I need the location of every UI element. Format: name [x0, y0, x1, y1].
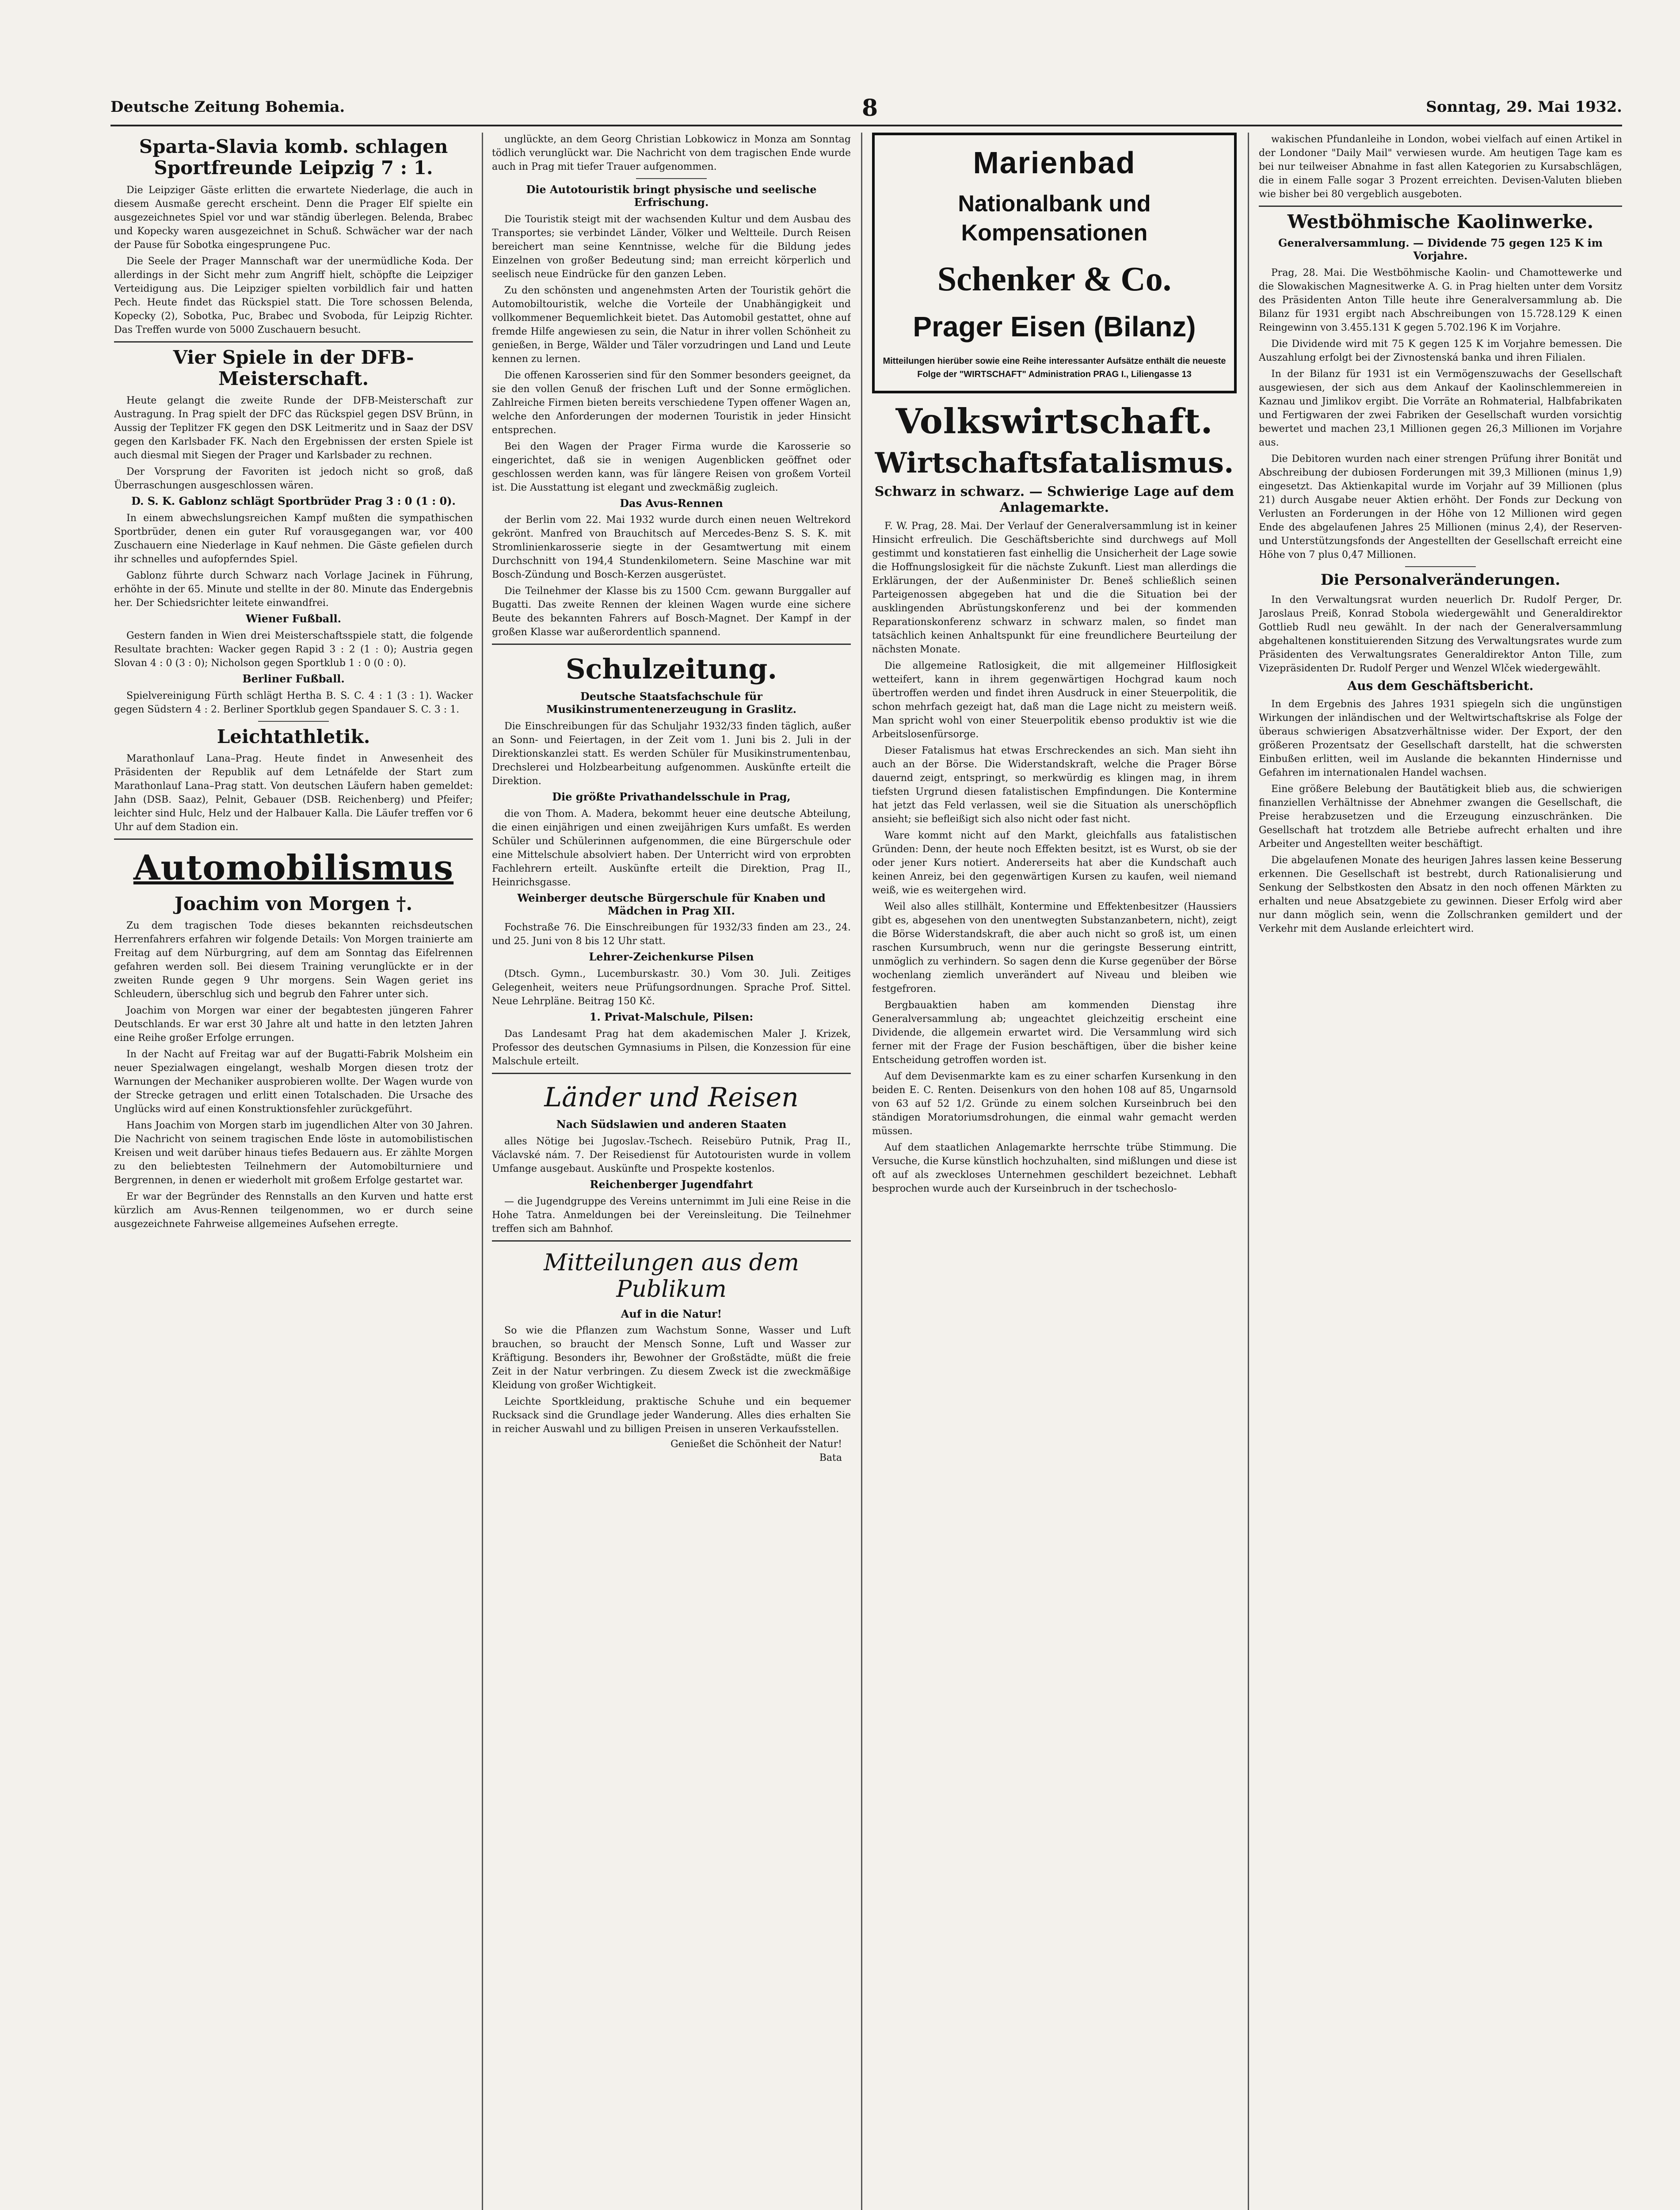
article-paragraph: Die Touristik steigt mit der wachsenden Kultur und dem Ausbau des Transportes; sie verbindet Länder, Völker und Weltteile. Durch Reisen bereichert man seine Kenntnisse, welche für die Bildung jedes Einzelnen von großer Bedeutung sind; man erreicht körperlich und seelisch neue Eindrücke für den ganzen Leben.	[492, 213, 851, 280]
headline-natur: Auf in die Natur!	[621, 1307, 722, 1320]
column-1	[114, 133, 473, 2210]
article-paragraph: Er war der Begründer des Rennstalls an den Kurven und hatte erst kürzlich am Avus-Rennen teilgenommen, wo er durch seine ausgezeichnete Fahrweise allgemeines Aufsehen erregte.	[114, 1191, 473, 1230]
headline-gablonz: D. S. K. Gablonz schlägt Sportbrüder Prag 3 : 0 (1 : 0).	[131, 495, 456, 508]
article-paragraph: Der Vorsprung der Favoriten ist jedoch nicht so groß, daß Überraschungen ausgeschlossen wären.	[114, 466, 473, 492]
article-paragraph: Bergbauaktien haben am kommenden Dienstag ihre Generalversammlung ab; ungeachtet gleichzeitig erscheint eine Dividende, die allgemein erwartet wird. Die Versammlung wird sich ferner mit der Frage der Fusion beschäftigen, über die bisher keine Entscheidung getroffen worden ist.	[872, 999, 1237, 1066]
headline-jugendfahrt: Reichenberger Jugendfahrt	[590, 1177, 753, 1191]
wirtschaft-advertisement	[872, 133, 1237, 393]
headline-handelsschule: Die größte Privathandelsschule in Prag,	[552, 790, 791, 803]
article-divider	[492, 1073, 851, 1074]
column-rule	[861, 133, 862, 2210]
article-divider	[114, 341, 473, 343]
headline-autotouristik: Die Autotouristik bringt physische und seelische Erfrischung.	[526, 183, 817, 209]
column-3	[872, 133, 1237, 2210]
article-paragraph: Die abgelaufenen Monate des heurigen Jahres lassen keine Besserung erkennen. Die Gesellschaft ist bestrebt, durch Rationalisierung und Senkung der Selbstkosten den Absatz in den noch offenen Märkten zu erhalten und neue Absatzgebiete zu gewinnen. Dieser Erfolg wird aber nur dann möglich sein, wenn die Zollschranken gemildert und der Verkehr mit dem Auslande erleichtert wird.	[1259, 855, 1622, 935]
article-paragraph: Eine größere Belebung der Bautätigkeit blieb aus, die schwierigen finanziellen Verhältnisse der Abnehmer zwangen die Gesellschaft, die Preise herabzusetzen und die Erzeugung einzuschränken. Die Gesellschaft hat trotzdem alle Betriebe aufrecht erhalten und ihre Arbeiter und Angestellten weiter beschäftigt.	[1259, 784, 1622, 850]
article-paragraph: Hans Joachim von Morgen starb im jugendlichen Alter von 30 Jahren. Die Nachricht von seinem tragischen Ende löste in automobilistischen Kreisen und weit darüber hinaus tiefes Bedauern aus. Er zählte Morgen zu den beliebtesten Teilnehmern der Automobilturniere und Bergrennen, in denen er wiederholt mit großem Erfolge gestartet war.	[114, 1120, 473, 1186]
headline-morgen: Joachim von Morgen †.	[174, 892, 413, 914]
headline-malschule: 1. Privat-Malschule, Pilsen:	[589, 1010, 754, 1024]
article-paragraph: Marathonlauf Lana–Prag. Heute findet in Anwesenheit des Präsidenten der Republik auf dem Letnáfelde der Start zum Marathonlauf Lana–Prag statt. Von deutschen Läufern haben gemeldet: Jahn (DSB. Saaz), Pelnit, Gebauer (DSB. Reichenberg) und Pfeifer; leichter sind Hulc, Helz und der Halbauer Kalla. Die Läufer treffen vor 6 Uhr auf dem Stadion ein.	[114, 753, 473, 833]
headline-berliner: Berliner Fußball.	[242, 672, 345, 685]
article-paragraph: Gablonz führte durch Schwarz nach Vorlage Jacinek in Führung, erhöhte in der 65. Minute und stellte in der 80. Minute das Endergebnis her. Der Schiedsrichter leitete einwandfrei.	[114, 570, 473, 609]
article-paragraph: Das Landesamt Prag hat dem akademischen Maler J. Krizek, Professor des deutschen Gymnasiums in Pilsen, die Konzession für eine Malschule erteilt.	[492, 1028, 851, 1067]
article-paragraph: Heute gelangt die zweite Runde der DFB-Meisterschaft zur Austragung. In Prag spielt der DFC das Rückspiel gegen DSV Brünn, in Aussig der Teplitzer FK gegen den DSK Leitmeritz und in Saaz der DSV gegen den Karlsbader FK. Nach den Ergebnissen der ersten Spiele ist auch diesmal mit Siegen der Prager und Karlsbader zu rechnen.	[114, 395, 473, 461]
page-number: 8	[862, 95, 878, 122]
article-paragraph: Zu dem tragischen Tode dieses bekannten reichsdeutschen Herrenfahrers erfahren wir folgende Details: Von Morgen trainierte am Freitag auf dem Nürburgring, auf dem am Sonntag das Eifelrennen gefahren werden soll. Bei diesem Training verunglückte er in der zweiten Runde gegen 9 Uhr morgens. Sein Wagen geriet ins Schleudern, überschlug sich und begrub den Fahrer unter sich.	[114, 920, 473, 1000]
article-paragraph: Die allgemeine Ratlosigkeit, die mit allgemeiner Hilflosigkeit wetteifert, kann in ihrem gegenwärtigen Hochgrad kaum noch übertroffen werden und findet ihren Ausdruck in einer Steuerpolitik, die schon mehrfach gezeigt hat, daß man die Lage nicht zu meistern weiß. Man spricht wohl von einer Steuerpolitik ebenso produktiv ist wie die Arbeitslosenfürsorge.	[872, 660, 1237, 740]
article-paragraph: In der Nacht auf Freitag war auf der Bugatti-Fabrik Molsheim ein neuer Spezialwagen eingelangt, weshalb Morgen diesen trotz der Warnungen der Mechaniker ausprobieren wollte. Der Wagen wurde von der Strecke getragen und erlitt einen Totalschaden. Die Ursache des Unglücks wird auf einen Konstruktionsfehler zurückgeführt.	[114, 1049, 473, 1115]
running-head	[110, 95, 1622, 125]
article-divider	[492, 1240, 851, 1242]
column-rule	[1248, 133, 1249, 2210]
headline-zeichenkurse: Lehrer-Zeichenkurse Pilsen	[589, 950, 754, 964]
short-divider	[1405, 566, 1476, 567]
article-paragraph: In der Bilanz für 1931 ist ein Vermögenszuwachs der Gesellschaft ausgewiesen, der sich aus dem Ankauf der Kaolinschlemmereien in Kaznau und Jimlikov ergibt. Die Vorräte an Rohmaterial, Halbfabrikaten und Fertigwaren der zwei Fabriken der Gesellschaft wurden vorsichtig bewertet und machen 23,1 Millionen gegen 26,3 Millionen im Vorjahre aus.	[1259, 368, 1622, 448]
article-signoff: Genießet die Schönheit der Natur!	[670, 1439, 842, 1450]
article-paragraph: Die Dividende wird mit 75 K gegen 125 K im Vorjahre bemessen. Die Auszahlung erfolgt bei der Zivnostenská banka und ihren Filialen.	[1259, 338, 1622, 363]
headline-personal: Die Personalveränderungen.	[1320, 571, 1561, 589]
article-paragraph: (Dtsch. Gymn., Lucemburskastr. 30.) Vom 30. Juli. Zeitiges Gelegenheit, weiters neue Prüfungsordnungen. Sprache Prof. Sittel. Neue Lehrpläne. Beitrag 150 Kč.	[492, 968, 851, 1007]
article-paragraph: Auf dem staatlichen Anlagemarkte herrschte trübe Stimmung. Die Versuche, die Kurse künstlich hochzuhalten, sind mißlungen und diese ist oft auf als zweckloses Unternehmen geschildert bezeichnet. Lebhaft besprochen wurde auch der Kurseinbruch in der tschechoslo-	[872, 1142, 1237, 1194]
article-paragraph: Dieser Fatalismus hat etwas Erschreckendes an sich. Man sieht ihn auch an der Börse. Die Widerstandskraft, welche die Prager Börse dauernd zeigt, entspringt, so merkwürdig es klingen mag, in ihrem tiefsten Urgrund diesen fatalistischen Empfindungen. Die Kontermine hat jetzt das Feld verlassen, weil sie die Situation als unerschöpflich ansieht; sie befleißigt sich also nicht oder fast nicht.	[872, 745, 1237, 825]
headline-suedslawien: Nach Südslawien und anderen Staaten	[556, 1117, 787, 1131]
article-paragraph: Die Teilnehmer der Klasse bis zu 1500 Ccm. gewann Burggaller auf Bugatti. Das zweite Rennen der kleinen Wagen wurde eine sichere Beute des bekannten Fahrers auf Bosch-Magnet. Der Kampf in der großen Klasse war außerordentlich spannend.	[492, 586, 851, 638]
article-paragraph: Spielvereinigung Fürth schlägt Hertha B. S. C. 4 : 1 (3 : 1). Wacker gegen Südstern 4 : 2. Berliner Sportklub gegen Spandauer S. C. 3 : 1.	[114, 690, 473, 715]
subheadline-kaolinwerke: Generalversammlung. — Dividende 75 gegen 125 K im Vorjahre.	[1278, 236, 1603, 263]
article-divider	[1259, 206, 1622, 207]
article-paragraph: Die Debitoren wurden nach einer strengen Prüfung ihrer Bonität und Abschreibung der dubiosen Forderungen mit 39,3 Millionen (minus 1,9) eingesetzt. Das Aktienkapital wurde im Vorjahr auf 39 Millionen (plus 21) durch Ausgabe neuer Aktien erhöht. Der Fonds zur Deckung von Verlusten an Forderungen in der Höhe von 12 Millionen wird gegen Ende des abgelaufenen Jahres 25 Millionen (minus 2,4), der Reserven- und Unterstützungsfonds der Angestellten der Gesellschaft erreicht eine Höhe von 7 plus 0,47 Millionen.	[1259, 453, 1622, 560]
headline-kaolinwerke: Westböhmische Kaolinwerke.	[1287, 211, 1594, 232]
article-paragraph: In einem abwechslungsreichen Kampf mußten die sympathischen Sportbrüder, denen ein guter Ruf vorausgegangen war, vor 400 Zuschauern eine Niederlage in Kauf nehmen. Die Gäste gefielen durch ihr schnelles und aufopferndes Spiel.	[114, 512, 473, 565]
article-paragraph: Joachim von Morgen war einer der begabtesten jüngeren Fahrer Deutschlands. Er war erst 30 Jahre alt und hatte in den letzten Jahren eine Reihe großer Erfolge errungen.	[114, 1005, 473, 1044]
header-rule	[110, 125, 1622, 126]
ad-marienbad: Marienbad	[973, 145, 1136, 180]
article-paragraph: Leichte Sportkleidung, praktische Schuhe und ein bequemer Rucksack sind die Grundlage jeder Wanderung. Alles dies erhalten Sie in reicher Auswahl und zu billigen Preisen in unseren Verkaufsstellen.	[492, 1396, 851, 1435]
column-4	[1259, 133, 1622, 2210]
article-paragraph: der Berlin vom 22. Mai 1932 wurde durch einen neuen Weltrekord gekrönt. Manfred von Brauchitsch auf Mercedes-Benz S. S. K. mit Stromlinienkarosserie siegte in der Gesamtwertung mit einem Durchschnitt von 194,4 Stundenkilometern. Seine Maschine war mit Bosch-Zündung und Bosch-Kerzen ausgerüstet.	[492, 514, 851, 581]
ad-prager-eisen: Prager Eisen (Bilanz)	[913, 311, 1196, 343]
subheadline-fatalismus: Schwarz in schwarz. — Schwierige Lage auf dem Anlagemarkte.	[874, 484, 1234, 515]
headline-dfb: Vier Spiele in der DFB-Meisterschaft.	[173, 346, 414, 389]
article-paragraph: Die Leipziger Gäste erlitten die erwartete Niederlage, die auch in diesem Ausmaße gerecht erscheint. Denn die Prager Elf spielte ein ausgezeichnetes Spiel vor und war ständig überlegen. Belenda, Brabec und Kopecky waren ausgezeichnet in Schuß. Schwächer war der nach der Pause für Sobotka eingesprungene Puc.	[114, 184, 473, 251]
article-paragraph: Die offenen Karosserien sind für den Sommer besonders geeignet, da sie den vollen Genuß der frischen Luft und der Sonne ermöglichen. Zahlreiche Firmen bieten bereits verschiedene Typen offener Wagen an, welche den Anforderungen der modernen Touristik in jeder Hinsicht entsprechen.	[492, 370, 851, 436]
article-paragraph: Prag, 28. Mai. Die Westböhmische Kaolin- und Chamottewerke und die Slowakischen Magnesitwerke A. G. in Prag hielten unter dem Vorsitz des Präsidenten Anton Tille heute ihre Generalversammlung ab. Die Bilanz für 1931 ergibt nach Abschreibungen von 15.728.129 K einen Reingewinn von 3.455.131 K gegen 5.702.196 K im Vorjahre.	[1259, 267, 1622, 333]
article-paragraph: Die Einschreibungen für das Schuljahr 1932/33 finden täglich, außer an Sonn- und Feiertagen, in der Zeit vom 1. Juni bis 2. Juli in der Direktionskanzlei statt. Es werden Schüler für Musikinstrumentenbau, Drechslerei und Holzbearbeitung aufgenommen. Auskünfte erteilt die Direktion.	[492, 720, 851, 787]
article-paragraph: unglückte, an dem Georg Christian Lobkowicz in Monza am Sonntag tödlich verunglückt war. Die Nachricht von dem tragischen Ende wurde auch in Prag mit tiefer Trauer aufgenommen.	[492, 134, 851, 172]
section-automobilismus: Automobilismus	[133, 847, 454, 888]
article-paragraph: In den Verwaltungsrat wurden neuerlich Dr. Rudolf Perger, Dr. Jaroslaus Preiß, Konrad Stobola wiedergewählt und Generaldirektor Gottlieb Rudl neu gewählt. In der nach der Generalversammlung abgehaltenen konstituierenden Sitzung des Verwaltungsrates wurde zum Präsidenten des Verwaltungsrates Generaldirektor Anton Tille, zum Vizepräsidenten Dr. Rudolf Perger und Wenzel Wlček wiedergewählt.	[1259, 594, 1622, 674]
short-divider	[636, 178, 707, 179]
ad-schenker: Schenker & Co.	[937, 259, 1172, 298]
headline-fatalismus: Wirtschaftsfatalismus.	[875, 446, 1234, 480]
issue-date: Sonntag, 29. Mai 1932.	[1426, 98, 1622, 116]
column-rule	[482, 133, 483, 2210]
article-paragraph: die von Thom. A. Madera, bekommt heuer eine deutsche Abteilung, die einen einjährigen und einen zweijährigen Kurs umfaßt. Es werden Schüler und Schülerinnen aufgenommen, die eine Bürgerschule oder eine Mittelschule absolviert haben. Der Unterricht wird von erprobten Fachlehrern erteilt. Auskünfte erteilt die Direktion, Prag II., Heinrichsgasse.	[492, 808, 851, 888]
headline-wiener: Wiener Fußball.	[246, 612, 341, 625]
article-divider	[114, 838, 473, 840]
headline-graslitz: Deutsche Staatsfachschule für Musikinstrumentenerzeugung in Graslitz.	[546, 690, 796, 716]
section-mitteilungen: Mitteilungen aus dem Publikum	[544, 1249, 799, 1303]
article-paragraph: Gestern fanden in Wien drei Meisterschaftsspiele statt, die folgende Resultate brachten: Wacker gegen Rapid 3 : 2 (1 : 0); Austria gegen Slovan 4 : 0 (3 : 0); Nicholson gegen Sportklub 1 : 0 (0 : 0).	[114, 630, 473, 669]
article-divider	[492, 644, 851, 645]
ad-nationalbank: Nationalbank und Kompensationen	[958, 191, 1151, 246]
headline-sparta: Sparta-Slavia komb. schlagen Sportfreunde Leipzig 7 : 1.	[139, 136, 448, 179]
newspaper-name: Deutsche Zeitung Bohemia.	[110, 98, 345, 116]
article-paragraph: Weil also alles stillhält, Kontermine und Effektenbesitzer (Haussiers gibt es, abgesehen von den unentwegten Substanzanbetern, nicht), zeigt die Börse Widerstandskraft, die aber auch nicht so groß ist, um einen raschen Kursumbruch, wenn nur die geringste Besserung eintritt, unmöglich zu verhindern. So sagen denn die Kurse gegenüber der Börse wochenlang ziemlich unverändert auf Niveau und bleiben wie festgefroren.	[872, 901, 1237, 994]
headline-avus: Das Avus-Rennen	[620, 496, 723, 510]
article-paragraph: Zu den schönsten und angenehmsten Arten der Touristik gehört die Automobiltouristik, welche die Vorteile der Unabhängigkeit und vollkommener Bequemlichkeit bietet. Das Automobil gestattet, ohne auf fremde Hilfe angewiesen zu sein, die Natur in ihrer vollen Schönheit zu genießen, in Berge, Wälder und Täler vorzudringen und Land und Leute kennen zu lernen.	[492, 285, 851, 365]
headline-leichtathletik: Leichtathletik.	[217, 725, 370, 747]
headline-geschaeftsbericht: Aus dem Geschäftsbericht.	[1347, 678, 1534, 693]
article-paragraph: F. W. Prag, 28. Mai. Der Verlauf der Generalversammlung ist in keiner Hinsicht erfreulich. Die Geschäftsberichte sind durchwegs auf Moll gestimmt und konstatieren fast einhellig die Unsicherheit der Lage sowie die Hoffnungslosigkeit für die nächste Zukunft. Liest man allerdings die Erklärungen, der der Außenminister Dr. Beneš schließlich seinen Parteigenossen abgegeben hat und die die Situation bei der ausklingenden Abrüstungskonferenz und bei der kommenden Reparationskonferenz schwarz in schwarz malen, so findet man tatsächlich keinen Anhaltspunkt für eine freundlichere Beurteilung der nächsten Monate.	[872, 520, 1237, 655]
ad-note: Mitteilungen hierüber sowie eine Reihe interessanter Aufsätze enthält die neueste Folge der "WIRTSCHAFT" Administration PRAG I., Liliengasse 13	[883, 356, 1226, 379]
article-paragraph: Die Seele der Prager Mannschaft war der unermüdliche Koda. Der allerdings in der Sicht mehr zum Angriff hielt, schöpfte die Leipziger Verteidigung aus. Die Leipziger spielten vorbildlich fair und hatten Pech. Heute findet das Rückspiel statt. Die Tore schossen Belenda, Kopecky (2), Sobotka, Puc, Brabec und Svoboda, für Leipzig Richter. Das Treffen wurde von 5000 Zuschauern besucht.	[114, 255, 473, 335]
article-paragraph: Bei den Wagen der Prager Firma wurde die Karosserie so eingerichtet, daß sie in wenigen Augenblicken geöffnet oder geschlossen werden kann, was für längere Reisen von großem Vorteil ist. Die Ausstattung ist elegant und zweckmäßig zugleich.	[492, 441, 851, 493]
advertiser-mark: Bata	[819, 1452, 842, 1464]
section-volkswirtschaft: Volkswirtschaft.	[895, 401, 1213, 442]
article-paragraph: Fochstraße 76. Die Einschreibungen für 1932/33 finden am 23., 24. und 25. Juni von 8 bis 12 Uhr statt.	[492, 922, 851, 947]
article-paragraph: In dem Ergebnis des Jahres 1931 spiegeln sich die ungünstigen Wirkungen der inländischen und der Weltwirtschaftskrise als Folge der überaus schwierigen Absatzverhältnisse wider. Der Export, der den größeren Prozentsatz der Gesellschaft darstellt, hat die schwersten Einbußen erlitten, weil im Auslande die bekannten Hindernisse und Gefahren im internationalen Handel wachsen.	[1259, 699, 1622, 779]
article-paragraph: Ware kommt nicht auf den Markt, gleichfalls aus fatalistischen Gründen: Denn, der heute noch Effekten besitzt, ist es Wurst, ob sie der oder jener Kurs notiert. Andererseits hat aber die Kundschaft auch keinen Anreiz, bei den gegenwärtigen Kursen zu kaufen, weil niemand weiß, wie es weitergehen wird.	[872, 830, 1237, 896]
article-paragraph: Auf dem Devisenmarkte kam es zu einer scharfen Kursenkung in den beiden E. C. Renten. Deisenkurs von den hohen 108 auf 85, Ungarnsold von 63 auf 52 1/2. Gründe zu einem solchen Kurseinbruch bei den ständigen Moratoriumsdrohungen, die einmal wahr gemacht werden müssen.	[872, 1071, 1237, 1137]
short-divider	[258, 721, 329, 722]
article-paragraph: alles Nötige bei Jugoslav.-Tschech. Reisebüro Putnik, Prag II., Václavské nám. 7. Der Reisedienst für Autotouristen wurde in vollem Umfange ausgebaut. Auskünfte und Prospekte kostenlos.	[492, 1135, 851, 1174]
headline-buergerschule: Weinberger deutsche Bürgerschule für Knaben und Mädchen in Prag XII.	[517, 891, 826, 917]
article-paragraph: wakischen Pfundanleihe in London, wobei vielfach auf einen Artikel in der Londoner "Daily Mail" verwiesen wurde. Am heutigen Tage kam es bei nur teilweiser Abnahme in fast allen Kategorien zu Kursabschlägen, die in einem Falle sogar 3 Prozent erreichten. Devisen-Valuten blieben wie bisher bei 80 vergeblich ausgeboten.	[1259, 134, 1622, 200]
article-paragraph: So wie die Pflanzen zum Wachstum Sonne, Wasser und Luft brauchen, so braucht der Mensch Sonne, Luft und Wasser zur Kräftigung. Besonders ihr, Bewohner der Großstädte, müßt die freie Zeit in der Natur verbringen. Zu diesem Zweck ist die zweckmäßige Kleidung von großer Wichtigkeit.	[492, 1325, 851, 1391]
column-2	[492, 133, 851, 2210]
section-schulzeitung: Schulzeitung.	[565, 653, 777, 686]
section-laender-reisen: Länder und Reisen	[544, 1082, 799, 1113]
article-paragraph: — die Jugendgruppe des Vereins unternimmt im Juli eine Reise in die Hohe Tatra. Anmeldungen bei der Vereinsleitung. Die Teilnehmer treffen sich am Bahnhof.	[492, 1196, 851, 1235]
